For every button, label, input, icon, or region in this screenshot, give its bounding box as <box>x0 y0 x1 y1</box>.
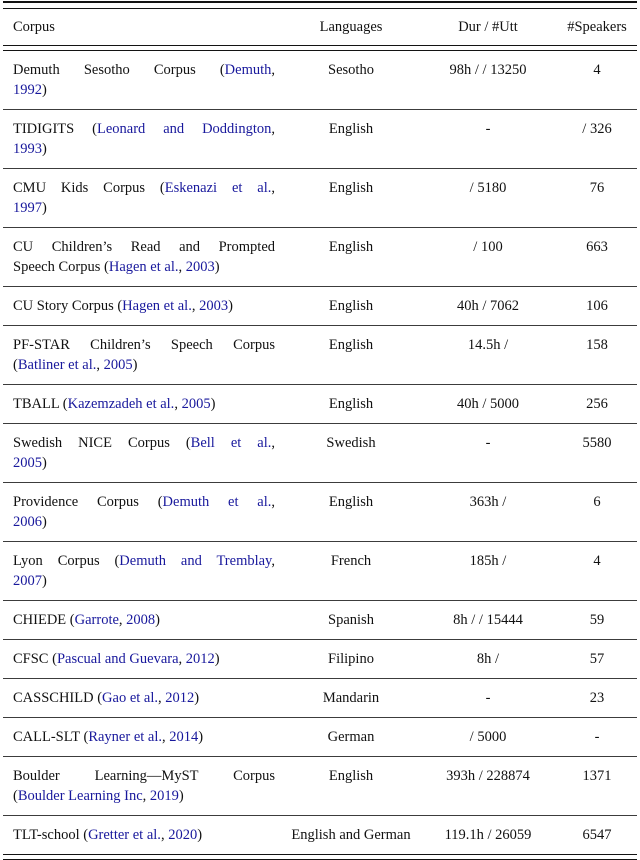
corpus-cell <box>3 178 283 218</box>
corpus-text: Demuth Sesotho Corpus ( <box>13 62 225 78</box>
corpus-text: ) <box>132 357 138 373</box>
corpus-line <box>13 198 275 218</box>
corpus-line <box>13 80 275 100</box>
citation-link[interactable]: Demuth and Tremblay <box>119 553 272 569</box>
dur-utt-cell: - <box>485 435 491 451</box>
languages-cell: German <box>327 729 375 745</box>
citation-link[interactable]: Gao et al. <box>102 690 158 706</box>
corpus-text: , <box>271 435 275 451</box>
table-row <box>3 640 637 679</box>
corpus-line <box>13 335 275 355</box>
corpus-text: ) <box>42 573 47 589</box>
corpus-text: , <box>158 690 166 706</box>
citation-link[interactable]: 1992 <box>13 82 42 98</box>
corpus-text: CALL-SLT ( <box>13 729 89 745</box>
citation-link[interactable]: 2005 <box>181 396 211 412</box>
corpus-line <box>13 139 275 159</box>
corpus-line <box>13 492 275 512</box>
citation-link[interactable]: 2019 <box>149 788 179 804</box>
header-languages: Languages <box>319 19 383 35</box>
corpus-text: CU Story Corpus ( <box>13 298 123 314</box>
corpus-text: PF-STAR Children’s Speech Corpus <box>13 337 275 353</box>
corpus-text: ( <box>13 788 18 804</box>
speakers-cell: 57 <box>589 651 605 667</box>
corpus-line <box>13 786 275 806</box>
languages-cell: Swedish <box>326 435 376 451</box>
speakers-cell: 1371 <box>582 768 612 784</box>
corpus-text: CFSC ( <box>13 651 57 667</box>
corpus-text: Providence Corpus ( <box>13 494 163 510</box>
speakers-cell: 663 <box>586 239 608 255</box>
citation-link[interactable]: Bell et al. <box>190 435 272 451</box>
corpus-text: ( <box>13 357 18 373</box>
dur-utt-cell: 14.5h / <box>467 337 509 353</box>
corpus-text: ) <box>42 141 47 157</box>
citation-link[interactable]: Eskenazi et al. <box>164 180 272 196</box>
table-row <box>3 169 637 228</box>
corpus-cell <box>3 60 283 100</box>
table-row <box>3 51 637 110</box>
citation-link[interactable]: 2012 <box>185 651 215 667</box>
speakers-cell: 23 <box>589 690 605 706</box>
languages-cell: English <box>328 396 374 412</box>
corpus-text: Speech Corpus ( <box>13 259 109 275</box>
corpus-line <box>13 60 275 80</box>
languages-cell: Sesotho <box>328 62 374 78</box>
citation-link[interactable]: 2005 <box>103 357 133 373</box>
header-dur-utt: Dur / #Utt <box>458 19 518 35</box>
table-bottom-rule <box>3 854 637 860</box>
speakers-cell: 6 <box>593 494 601 510</box>
corpus-cell <box>3 766 283 806</box>
citation-link[interactable]: 1997 <box>13 200 42 216</box>
citation-link[interactable]: Demuth et al. <box>162 494 272 510</box>
corpus-text: , <box>142 788 150 804</box>
dur-utt-cell: 363h / <box>469 494 507 510</box>
corpus-text: CMU Kids Corpus ( <box>13 180 165 196</box>
corpus-text: ) <box>155 612 160 628</box>
table-top-rule <box>3 1 637 9</box>
table-row <box>3 718 637 757</box>
corpus-line <box>13 649 275 669</box>
corpus-line <box>13 119 275 139</box>
languages-cell: English <box>328 768 374 784</box>
table-body <box>3 51 637 854</box>
table-row <box>3 601 637 640</box>
citation-link[interactable]: 2012 <box>165 690 195 706</box>
dur-utt-cell: / 5180 <box>469 180 507 196</box>
table-row <box>3 679 637 718</box>
citation-link[interactable]: 2014 <box>169 729 199 745</box>
speakers-cell: 4 <box>593 62 601 78</box>
citation-link[interactable]: 2020 <box>168 827 198 843</box>
citation-link[interactable]: Hagen et al. <box>108 259 179 275</box>
corpus-text: , <box>191 298 200 314</box>
corpus-text: , <box>96 357 104 373</box>
dur-utt-cell: 393h / 228874 <box>446 768 530 784</box>
citation-link[interactable]: Batliner et al. <box>17 357 97 373</box>
table-row <box>3 483 637 542</box>
citation-link[interactable]: 2003 <box>199 298 229 314</box>
speakers-cell: 76 <box>589 180 605 196</box>
corpus-line <box>13 825 275 845</box>
corpus-cell <box>3 610 283 630</box>
corpus-line <box>13 551 275 571</box>
corpus-text: TBALL ( <box>13 396 68 412</box>
dur-utt-cell: 8h / <box>476 651 500 667</box>
speakers-cell: 106 <box>586 298 608 314</box>
corpus-text: ) <box>214 259 220 275</box>
languages-cell: English <box>328 180 374 196</box>
table-row <box>3 110 637 169</box>
corpus-text: ) <box>42 82 47 98</box>
corpus-text: ) <box>194 690 200 706</box>
corpus-text: CU Children’s Read and Prompted <box>13 239 275 255</box>
languages-cell: English <box>328 298 374 314</box>
table-row <box>3 326 637 385</box>
corpus-cell <box>3 492 283 532</box>
corpus-text: ) <box>214 651 220 667</box>
corpus-text: , <box>271 180 275 196</box>
corpus-text: , <box>271 62 275 78</box>
corpus-text: Swedish NICE Corpus ( <box>13 435 191 451</box>
corpus-cell <box>3 237 283 277</box>
corpus-text: ) <box>228 298 233 314</box>
citation-link[interactable]: 2008 <box>126 612 156 628</box>
header-corpus: Corpus <box>13 19 55 35</box>
languages-cell: English <box>328 121 374 137</box>
citation-link[interactable]: Pascual and Guevara <box>56 651 179 667</box>
corpus-line <box>13 766 275 786</box>
citation-link[interactable]: Rayner et al. <box>88 729 163 745</box>
table-row <box>3 542 637 601</box>
citation-link[interactable]: Hagen et al. <box>122 298 192 314</box>
languages-cell: Mandarin <box>322 690 380 706</box>
citation-link[interactable]: 1993 <box>13 141 42 157</box>
corpus-cell <box>3 119 283 159</box>
corpus-line <box>13 433 275 453</box>
corpus-text: , <box>162 729 170 745</box>
corpus-cell <box>3 433 283 473</box>
languages-cell: Spanish <box>328 612 374 628</box>
corpus-line <box>13 727 275 747</box>
dur-utt-cell: - <box>485 690 491 706</box>
corpus-text: ) <box>42 455 47 471</box>
corpus-cell <box>3 551 283 591</box>
dur-utt-cell: 40h / 7062 <box>456 298 520 314</box>
dur-utt-cell: / 100 <box>473 239 503 255</box>
corpus-text: , <box>178 651 186 667</box>
dur-utt-cell: 40h / 5000 <box>456 396 520 412</box>
corpus-cell <box>3 296 283 316</box>
corpus-text: ) <box>210 396 216 412</box>
corpus-text: TIDIGITS ( <box>13 121 97 137</box>
corpus-text: , <box>178 259 186 275</box>
corpus-cell <box>3 394 283 414</box>
citation-link[interactable]: Kazemzadeh et al. <box>67 396 175 412</box>
corpus-text: Boulder Learning—MyST Corpus <box>13 768 275 784</box>
corpus-line <box>13 237 275 257</box>
speakers-cell: 6547 <box>582 827 612 843</box>
corpus-line <box>13 453 275 473</box>
table-header-row <box>3 9 637 45</box>
languages-cell: English <box>328 494 374 510</box>
corpus-line <box>13 296 275 316</box>
corpus-line <box>13 394 275 414</box>
corpus-text: ) <box>42 200 47 216</box>
languages-cell: Filipino <box>328 651 374 667</box>
speakers-cell: - <box>594 729 600 745</box>
corpus-text: ) <box>178 788 184 804</box>
table-row <box>3 228 637 287</box>
corpora-table <box>3 1 637 860</box>
corpus-line <box>13 688 275 708</box>
header-speakers: #Speakers <box>567 19 627 35</box>
corpus-text: ) <box>42 514 47 530</box>
languages-cell: English <box>328 239 374 255</box>
citation-link[interactable]: 2007 <box>13 573 42 589</box>
table-row <box>3 287 637 326</box>
dur-utt-cell: 98h / / 13250 <box>449 62 527 78</box>
citation-link[interactable]: Gretter et al. <box>88 827 161 843</box>
speakers-cell: 5580 <box>582 435 612 451</box>
dur-utt-cell: 185h / <box>469 553 507 569</box>
corpus-text: , <box>118 612 127 628</box>
corpus-text: ) <box>198 729 204 745</box>
dur-utt-cell: - <box>485 121 491 137</box>
corpus-line <box>13 571 275 591</box>
corpus-line <box>13 355 275 375</box>
citation-link[interactable]: Leonard and Doddington <box>96 121 272 137</box>
corpus-line <box>13 178 275 198</box>
table-row <box>3 385 637 424</box>
corpus-cell <box>3 825 283 845</box>
citation-link[interactable]: 2003 <box>185 259 215 275</box>
corpus-text: , <box>271 121 275 137</box>
dur-utt-cell: 8h / / 15444 <box>453 612 523 628</box>
corpus-text: TLT-school ( <box>13 827 89 843</box>
corpus-cell <box>3 688 283 708</box>
dur-utt-cell: 119.1h / 26059 <box>444 827 532 843</box>
corpus-text: CASSCHILD ( <box>13 690 103 706</box>
citation-link[interactable]: 2005 <box>13 455 42 471</box>
speakers-cell: / 326 <box>582 121 612 137</box>
corpus-line <box>13 257 275 277</box>
speakers-cell: 158 <box>586 337 608 353</box>
corpus-text: ) <box>197 827 203 843</box>
table-row <box>3 424 637 483</box>
corpus-text: , <box>160 827 169 843</box>
corpus-text: , <box>271 553 275 569</box>
corpus-cell <box>3 649 283 669</box>
languages-cell: English and German <box>291 827 411 843</box>
corpus-text: , <box>271 494 275 510</box>
citation-link[interactable]: Demuth <box>224 62 272 78</box>
corpus-text: Lyon Corpus ( <box>13 553 120 569</box>
languages-cell: English <box>328 337 374 353</box>
corpus-cell <box>3 335 283 375</box>
citation-link[interactable]: Garrote <box>74 612 119 628</box>
citation-link[interactable]: 2006 <box>13 514 42 530</box>
speakers-cell: 4 <box>593 553 601 569</box>
corpus-text: , <box>174 396 182 412</box>
table-row <box>3 816 637 854</box>
citation-link[interactable]: Boulder Learning Inc <box>17 788 143 804</box>
speakers-cell: 59 <box>589 612 605 628</box>
table-row <box>3 757 637 816</box>
corpus-line <box>13 610 275 630</box>
corpus-line <box>13 512 275 532</box>
dur-utt-cell: / 5000 <box>469 729 507 745</box>
languages-cell: French <box>330 553 372 569</box>
speakers-cell: 256 <box>586 396 608 412</box>
corpus-cell <box>3 727 283 747</box>
corpus-text: CHIEDE ( <box>13 612 75 628</box>
